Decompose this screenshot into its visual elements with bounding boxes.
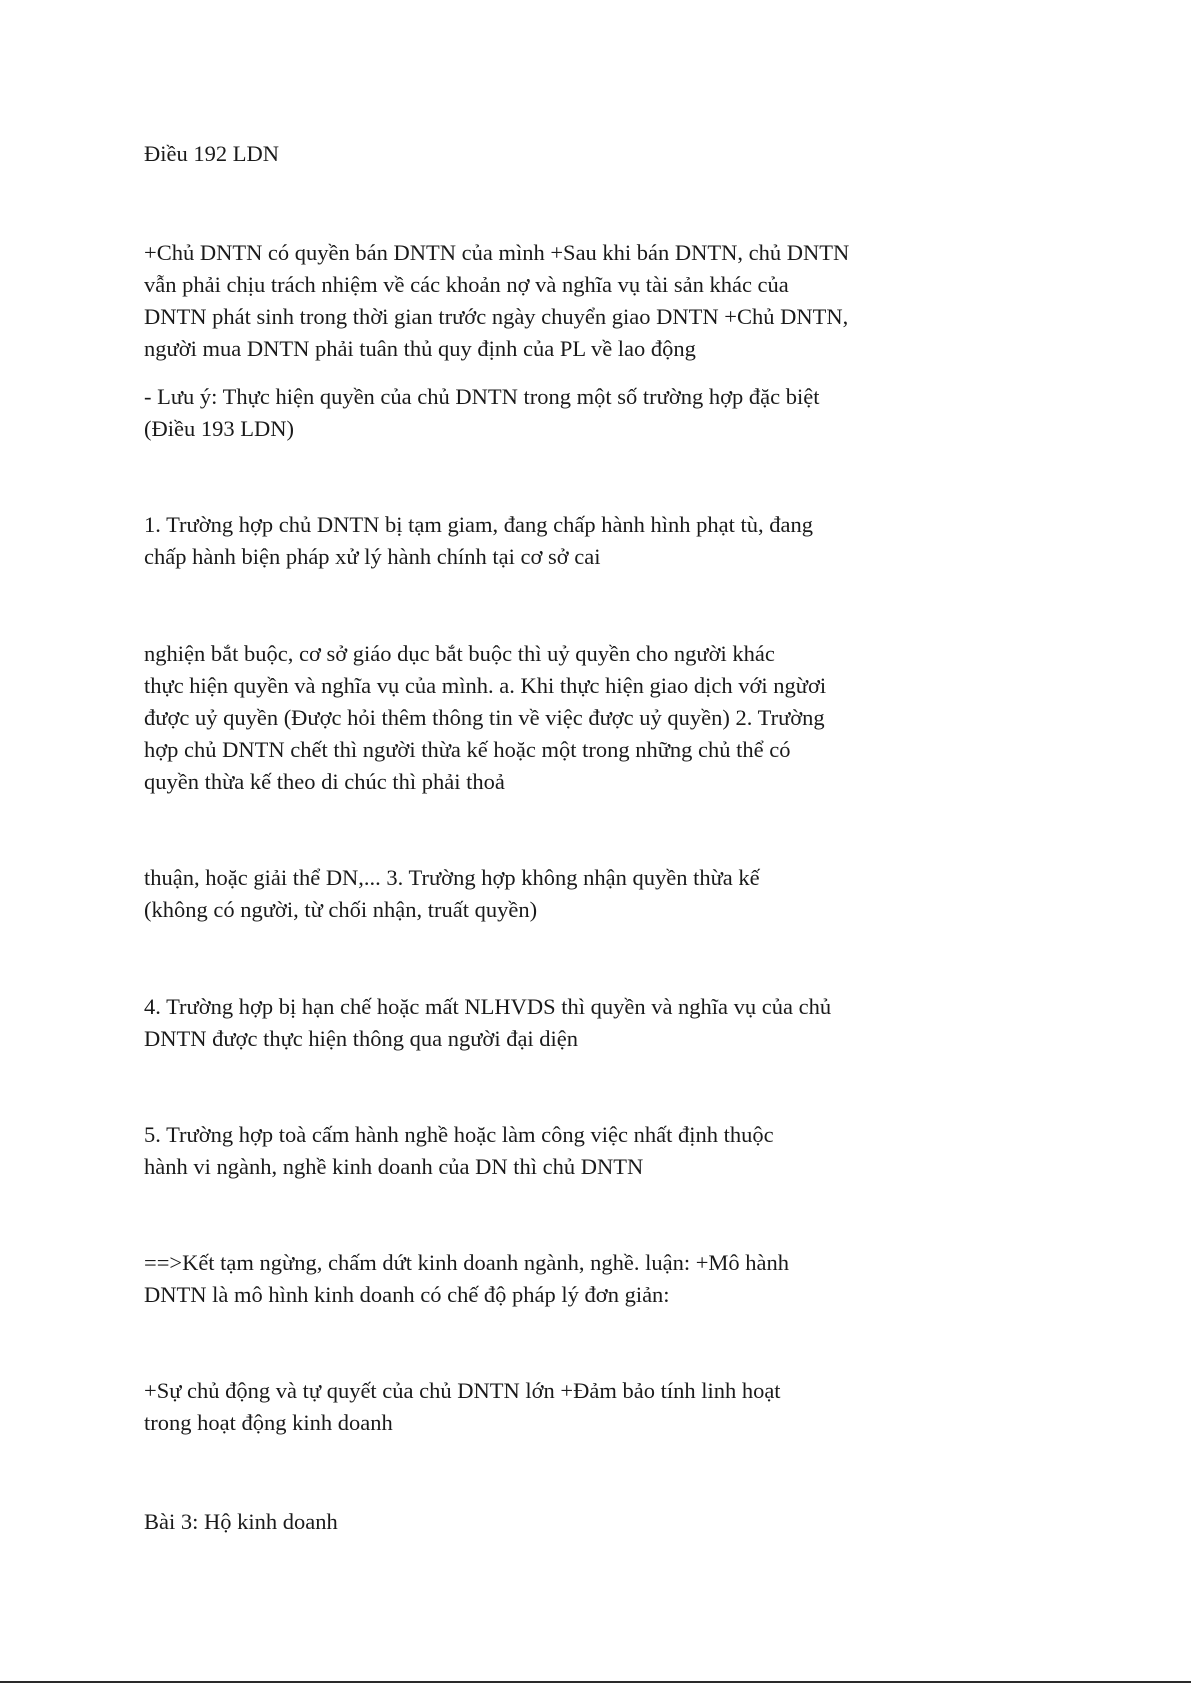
text-line: (không có người, từ chối nhận, truất quyền) xyxy=(144,897,538,922)
paragraph-case-4 xyxy=(144,991,904,1055)
paragraph-inheritance xyxy=(144,862,904,926)
paragraph-case-5 xyxy=(144,1119,904,1183)
paragraph-conclusion xyxy=(144,1247,904,1311)
text-line: ==>Kết tạm ngừng, chấm dứt kinh doanh ngành, nghề. luận: +Mô hành xyxy=(144,1250,790,1275)
text-line: 4. Trường hợp bị hạn chế hoặc mất NLHVDS thì quyền và nghĩa vụ của chủ xyxy=(144,994,832,1019)
paragraph-case-1 xyxy=(144,509,904,573)
text-line: người mua DNTN phải tuân thủ quy định của PL về lao động xyxy=(144,336,696,361)
paragraph-advantages xyxy=(144,1375,904,1439)
text-line: thuận, hoặc giải thể DN,... 3. Trường hợp không nhận quyền thừa kế xyxy=(144,865,760,890)
text-line: vẫn phải chịu trách nhiệm về các khoản nợ và nghĩa vụ tài sản khác của xyxy=(144,272,789,297)
text-line: chấp hành biện pháp xử lý hành chính tại cơ sở cai xyxy=(144,544,601,569)
text-line: +Sự chủ động và tự quyết của chủ DNTN lớn +Đảm bảo tính linh hoạt xyxy=(144,1378,781,1403)
page-bottom-divider xyxy=(0,1681,1191,1683)
text-line: được uỷ quyền (Được hỏi thêm thông tin về việc được uỷ quyền) 2. Trường xyxy=(144,705,825,730)
text-line: DNTN là mô hình kinh doanh có chế độ pháp lý đơn giản: xyxy=(144,1282,670,1307)
text-line: quyền thừa kế theo di chúc thì phải thoả xyxy=(144,769,505,794)
text-line: - Lưu ý: Thực hiện quyền của chủ DNTN trong một số trường hợp đặc biệt xyxy=(144,384,820,409)
paragraph-sale-of-dntn xyxy=(144,237,904,365)
text-line: Điều 192 LDN xyxy=(144,141,279,166)
text-line: Bài 3: Hộ kinh doanh xyxy=(144,1509,338,1534)
text-line: trong hoạt động kinh doanh xyxy=(144,1410,393,1435)
text-line: DNTN phát sinh trong thời gian trước ngày chuyển giao DNTN +Chủ DNTN, xyxy=(144,304,849,329)
text-line: DNTN được thực hiện thông qua người đại diện xyxy=(144,1026,579,1051)
text-line: hợp chủ DNTN chết thì người thừa kế hoặc một trong những chủ thể có xyxy=(144,737,791,762)
article-heading xyxy=(144,138,904,170)
paragraph-authorization xyxy=(144,638,904,798)
section-title xyxy=(144,1506,904,1538)
text-line: 5. Trường hợp toà cấm hành nghề hoặc làm công việc nhất định thuộc xyxy=(144,1122,774,1147)
text-line: nghiện bắt buộc, cơ sở giáo dục bắt buộc thì uỷ quyền cho người khác xyxy=(144,641,775,666)
text-line: thực hiện quyền và nghĩa vụ của mình. a. Khi thực hiện giao dịch với ngừơi xyxy=(144,673,827,698)
text-line: 1. Trường hợp chủ DNTN bị tạm giam, đang chấp hành hình phạt tù, đang xyxy=(144,512,814,537)
text-line: (Điều 193 LDN) xyxy=(144,416,294,441)
text-line: hành vi ngành, nghề kinh doanh của DN thì chủ DNTN xyxy=(144,1154,644,1179)
paragraph-note xyxy=(144,381,904,445)
text-line: +Chủ DNTN có quyền bán DNTN của mình +Sau khi bán DNTN, chủ DNTN xyxy=(144,240,850,265)
